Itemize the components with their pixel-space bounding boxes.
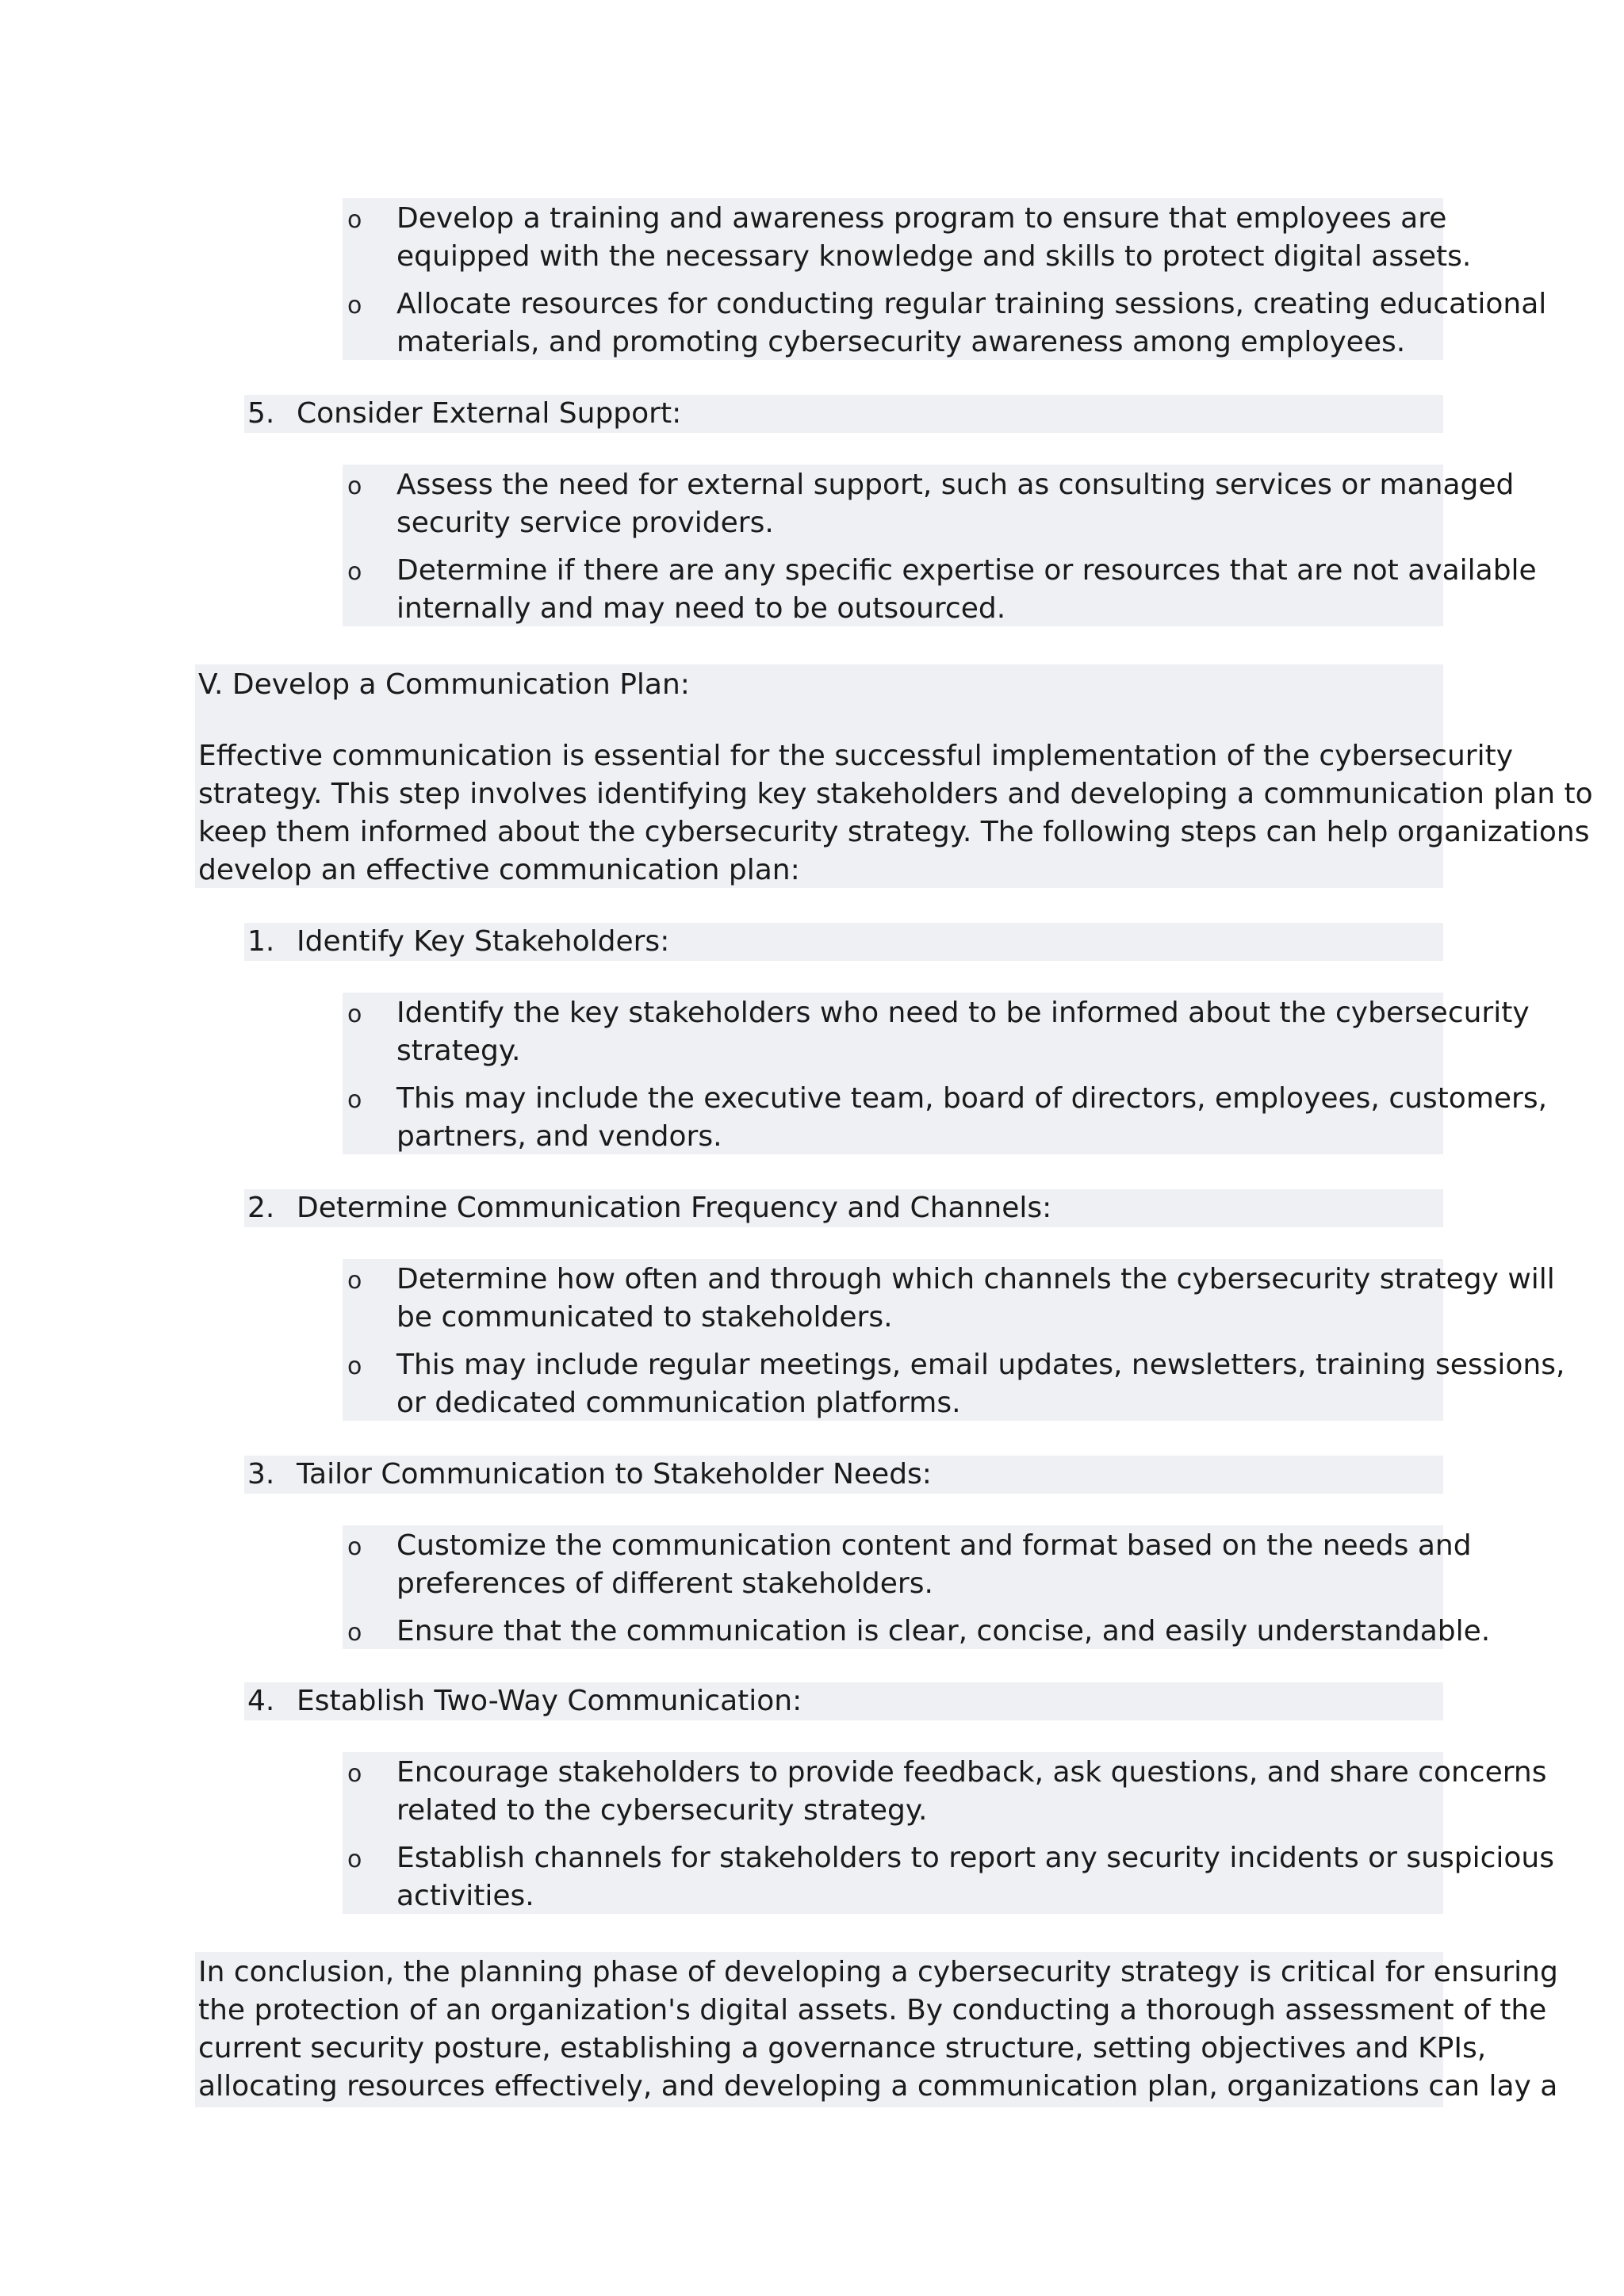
- paragraph-line: keep them informed about the cybersecurity strategy. The following steps can help organizations: [198, 816, 1590, 848]
- bullet-line: This may include regular meetings, email updates, newsletters, training sessions,: [396, 1349, 1565, 1381]
- bullet-marker: o: [347, 1353, 362, 1380]
- list-item-number: 5.: [247, 397, 275, 430]
- bullet-marker: o: [347, 1760, 362, 1788]
- list-item-number: 2.: [247, 1192, 275, 1224]
- list-item-number: 4.: [247, 1685, 275, 1717]
- bullet-marker: o: [347, 1001, 362, 1028]
- bullet-line: Develop a training and awareness program to ensure that employees are: [396, 202, 1447, 235]
- list-item-heading: Determine Communication Frequency and Channels:: [297, 1192, 1052, 1224]
- bullet-marker: o: [347, 206, 362, 234]
- bullet-line: be communicated to stakeholders.: [396, 1301, 893, 1334]
- bullet-line: preferences of different stakeholders.: [396, 1567, 933, 1600]
- list-item-heading: Identify Key Stakeholders:: [297, 925, 670, 958]
- section-heading: V. Develop a Communication Plan:: [198, 668, 690, 701]
- bullet-line: This may include the executive team, board of directors, employees, customers,: [396, 1082, 1548, 1115]
- bullet-line: or dedicated communication platforms.: [396, 1387, 961, 1419]
- bullet-line: Encourage stakeholders to provide feedback, ask questions, and share concerns: [396, 1756, 1547, 1789]
- list-item-number: 3.: [247, 1458, 275, 1490]
- bullet-line: Determine if there are any specific expertise or resources that are not available: [396, 554, 1537, 587]
- bullet-marker: o: [347, 1533, 362, 1561]
- bullet-line: strategy.: [396, 1035, 521, 1067]
- paragraph-line: develop an effective communication plan:: [198, 854, 800, 886]
- paragraph-line: Effective communication is essential for the successful implementation of the cybersecurity: [198, 740, 1514, 772]
- bullet-line: Establish channels for stakeholders to report any security incidents or suspicious: [396, 1842, 1555, 1874]
- list-item-heading: Tailor Communication to Stakeholder Needs:: [297, 1458, 932, 1490]
- bullet-marker: o: [347, 473, 362, 500]
- list-item-heading: Consider External Support:: [297, 397, 682, 430]
- bullet-marker: o: [347, 1846, 362, 1873]
- bullet-line: Assess the need for external support, such as consulting services or managed: [396, 469, 1515, 501]
- paragraph-line: strategy. This step involves identifying key stakeholders and developing a communication plan to: [198, 778, 1593, 810]
- bullet-line: activities.: [396, 1880, 534, 1912]
- bullet-marker: o: [347, 1619, 362, 1647]
- paragraph-line: allocating resources effectively, and developing a communication plan, organizations can lay a: [198, 2070, 1558, 2103]
- bullet-line: Ensure that the communication is clear, concise, and easily understandable.: [396, 1615, 1491, 1647]
- paragraph-line: In conclusion, the planning phase of developing a cybersecurity strategy is critical for ensuring: [198, 1956, 1558, 1988]
- bullet-line: Identify the key stakeholders who need to be informed about the cybersecurity: [396, 997, 1530, 1029]
- bullet-line: materials, and promoting cybersecurity awareness among employees.: [396, 326, 1406, 358]
- bullet-marker: o: [347, 558, 362, 586]
- bullet-line: Allocate resources for conducting regular training sessions, creating educational: [396, 288, 1547, 320]
- paragraph-line: current security posture, establishing a governance structure, setting objectives and KPIs,: [198, 2032, 1487, 2064]
- bullet-line: internally and may need to be outsourced.: [396, 592, 1006, 625]
- list-item-number: 1.: [247, 925, 275, 958]
- paragraph-line: the protection of an organization's digital assets. By conducting a thorough assessment of the: [198, 1994, 1547, 2026]
- bullet-line: Customize the communication content and format based on the needs and: [396, 1529, 1472, 1562]
- bullet-marker: o: [347, 1086, 362, 1114]
- list-item-heading: Establish Two-Way Communication:: [297, 1685, 802, 1717]
- bullet-marker: o: [347, 1267, 362, 1295]
- bullet-line: security service providers.: [396, 507, 774, 539]
- bullet-line: partners, and vendors.: [396, 1120, 722, 1153]
- bullet-marker: o: [347, 292, 362, 320]
- bullet-line: related to the cybersecurity strategy.: [396, 1794, 928, 1827]
- bullet-line: Determine how often and through which channels the cybersecurity strategy will: [396, 1263, 1555, 1295]
- bullet-line: equipped with the necessary knowledge and skills to protect digital assets.: [396, 240, 1472, 273]
